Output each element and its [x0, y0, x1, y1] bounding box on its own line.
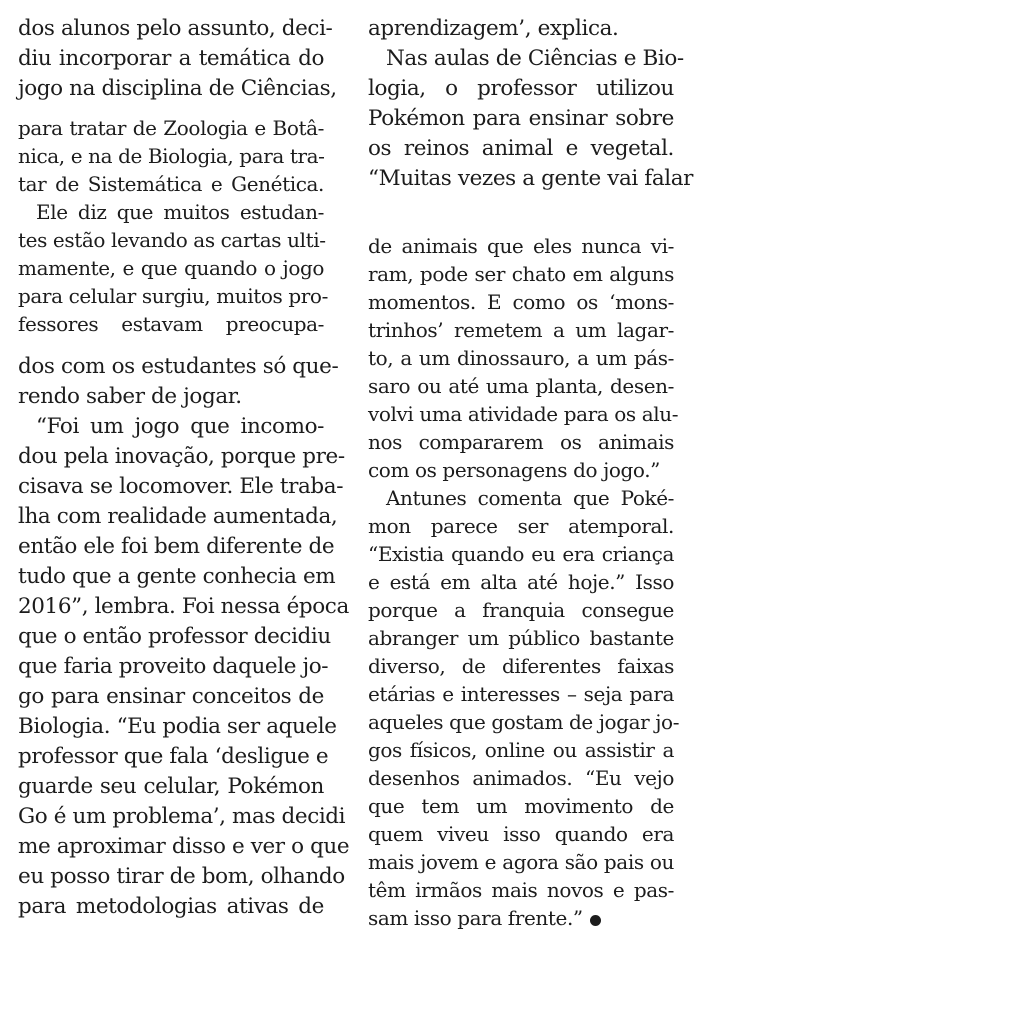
- text-line: quem viveu isso quando era: [368, 822, 674, 846]
- text-line: porque a franquia consegue: [368, 598, 674, 622]
- text-line: tar de Sistemática e Genética.: [18, 172, 324, 196]
- text-line: professor que fala ‘desligue e: [18, 744, 329, 769]
- text-line: Antunes comenta que Poké-: [386, 486, 674, 510]
- text-line: e está em alta até hoje.” Isso: [368, 570, 674, 594]
- text-line: cisava se locomover. Ele traba-: [18, 474, 344, 499]
- text-line: “Muitas vezes a gente vai falar: [368, 166, 694, 191]
- text-line: para celular surgiu, muitos pro-: [18, 284, 328, 308]
- text-line: que tem um movimento de: [368, 794, 674, 818]
- text-line: “Existia quando eu era criança: [368, 542, 674, 566]
- text-line: Pokémon para ensinar sobre: [368, 106, 674, 131]
- text-line: abranger um público bastante: [368, 626, 674, 650]
- text-line: de animais que eles nunca vi-: [368, 234, 674, 258]
- text-line: mais jovem e agora são pais ou: [368, 850, 674, 874]
- text-line: dos com os estudantes só que-: [18, 354, 339, 379]
- text-line: desenhos animados. “Eu vejo: [368, 766, 674, 790]
- text-line: Biologia. “Eu podia ser aquele: [18, 714, 337, 739]
- text-line: sam isso para frente.”: [368, 904, 674, 932]
- text-line: me aproximar disso e ver o que: [18, 834, 350, 859]
- text-line: go para ensinar conceitos de: [18, 684, 324, 709]
- text-line: então ele foi bem diferente de: [18, 534, 335, 559]
- text-line: para tratar de Zoologia e Botâ-: [18, 116, 324, 140]
- text-line: aqueles que gostam de jogar jo-: [368, 710, 680, 734]
- end-of-article-bullet-icon: [590, 915, 601, 926]
- text-line: ram, pode ser chato em alguns: [368, 262, 674, 286]
- text-line: mon parece ser atemporal.: [368, 514, 674, 538]
- text-line: 2016”, lembra. Foi nessa época: [18, 594, 349, 619]
- text-line: “Foi um jogo que incomo-: [36, 414, 324, 439]
- text-line: nos compararem os animais: [368, 430, 674, 454]
- text-line: Ele diz que muitos estudan-: [36, 200, 324, 224]
- text-line: guarde seu celular, Pokémon: [18, 774, 324, 799]
- text-line: nica, e na de Biologia, para tra-: [18, 144, 325, 168]
- text-line: dou pela inovação, porque pre-: [18, 444, 345, 469]
- text-line: para metodologias ativas de: [18, 894, 324, 919]
- text-line: volvi uma atividade para os alu-: [368, 402, 679, 426]
- text-line: têm irmãos mais novos e pas-: [368, 878, 674, 902]
- text-line: dos alunos pelo assunto, deci-: [18, 16, 333, 41]
- text-line: eu posso tirar de bom, olhando: [18, 864, 345, 889]
- text-line: os reinos animal e vegetal.: [368, 136, 674, 161]
- text-line: tes estão levando as cartas ulti-: [18, 228, 326, 252]
- text-line: com os personagens do jogo.”: [368, 458, 660, 482]
- text-line: aprendizagem’, explica.: [368, 16, 619, 41]
- text-line: etárias e interesses – seja para: [368, 682, 674, 706]
- text-line: lha com realidade aumentada,: [18, 504, 338, 529]
- text-line: gos físicos, online ou assistir a: [368, 738, 674, 762]
- text-line: jogo na disciplina de Ciências,: [18, 76, 337, 101]
- text-line: saro ou até uma planta, desen-: [368, 374, 674, 398]
- text-line: momentos. E como os ‘mons-: [368, 290, 674, 314]
- text-line: rendo saber de jogar.: [18, 384, 242, 409]
- text-line: que faria proveito daquele jo-: [18, 654, 329, 679]
- text-line: fessores estavam preocupa-: [18, 312, 324, 336]
- text-line: diverso, de diferentes faixas: [368, 654, 674, 678]
- text-line: mamente, e que quando o jogo: [18, 256, 324, 280]
- text-line: Go é um problema’, mas decidi: [18, 804, 346, 829]
- text-line: diu incorporar a temática do: [18, 46, 324, 71]
- text-line: tudo que a gente conhecia em: [18, 564, 336, 589]
- text-line: Nas aulas de Ciências e Bio-: [386, 46, 684, 71]
- text-line: to, a um dinossauro, a um pás-: [368, 346, 674, 370]
- text-line: logia, o professor utilizou: [368, 76, 674, 101]
- text-line: trinhos’ remetem a um lagar-: [368, 318, 674, 342]
- text-line: que o então professor decidiu: [18, 624, 331, 649]
